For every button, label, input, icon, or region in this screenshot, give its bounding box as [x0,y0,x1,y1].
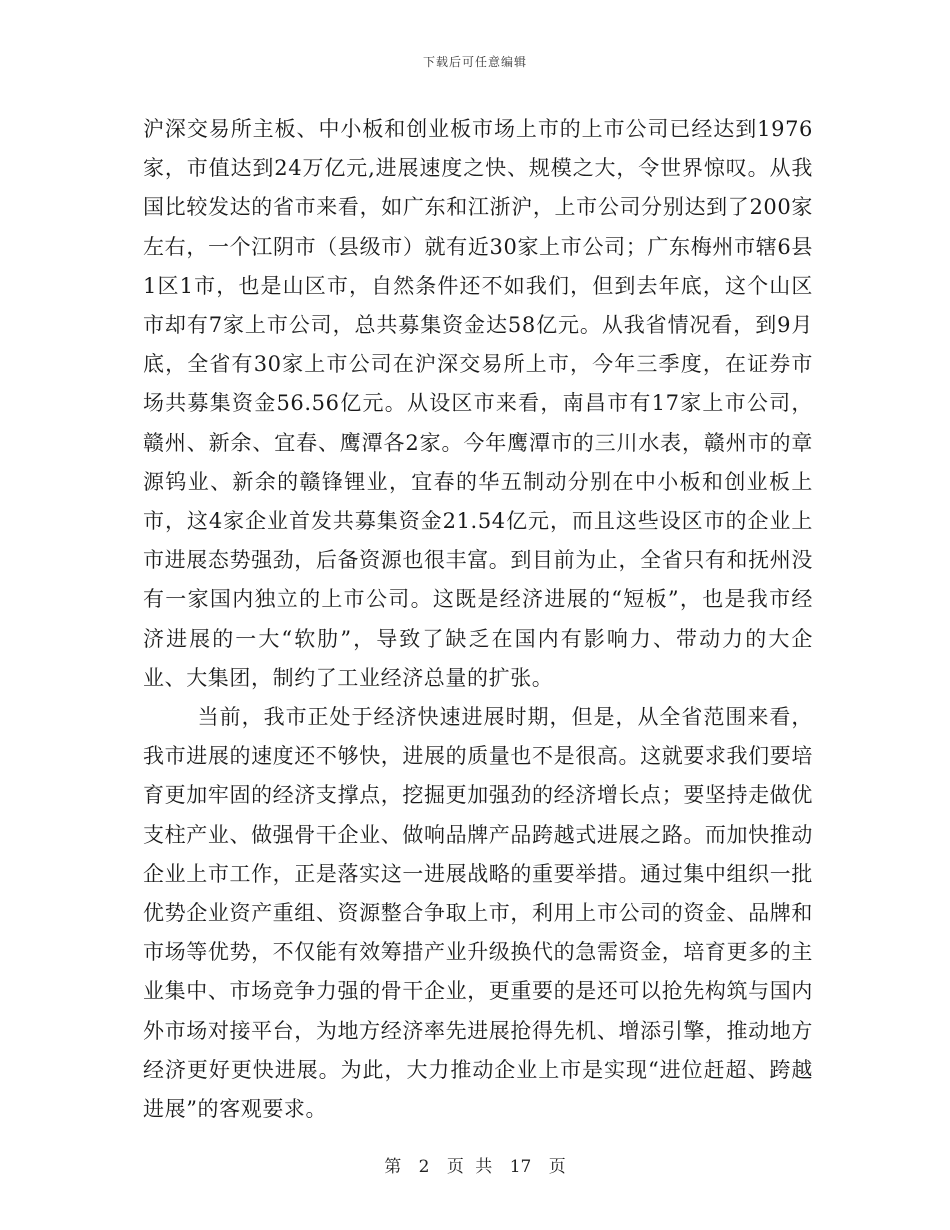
total-page-count: 17 [509,1157,532,1177]
paragraph-continued: 沪深交易所主板、中小板和创业板市场上市的上市公司已经达到1976家，市值达到24万亿元,进展速度之快、规模之大，令世界惊叹。从我国比较发达的省市来看，如广东和江浙沪，上市公司分别达到了200家左右，一个江阴市（县级市）就有近30家上市公司；广东梅州市辖6县1区1市，也是山区市，自然条件还不如我们，但到去年底，这个山区市却有7家上市公司，总共募集资金达58亿元。从我省情况看，到9月底，全省有30家上市公司在沪深交易所上市，今年三季度，在证券市场共募集资金56.56亿元。从设区市来看，南昌市有17家上市公司，赣州、新余、宜春、鹰潭各2家。今年鹰潭市的三川水表，赣州市的章源钨业、新余的赣锋锂业，宜春的华五制动分别在中小板和创业板上市，这4家企业首发共募集资金21.54亿元，而且这些设区市的企业上市进展态势强劲，后备资源也很丰富。到目前为止，全省只有和抚州没有一家国内独立的上市公司。这既是经济进展的“短板”，也是我市经济进展的一大“软肋”，导致了缺乏在国内有影响力、带动力的大企业、大集团，制约了工业经济总量的扩张。 [143,117,813,690]
paragraph: 当前，我市正处于经济快速进展时期，但是，从全省范围来看，我市进展的速度还不够快，进展的质量也不是很高。这就要求我们要培育更加牢固的经济支撑点，挖掘更加强劲的经济增长点；要坚持走做优支柱产业、做强骨干企业、做响品牌产品跨越式进展之路。而加快推动企业上市工作，正是落实这一进展战略的重要举措。通过集中组织一批优势企业资产重组、资源整合争取上市，利用上市公司的资金、品牌和市场等优势，不仅能有效筹措产业升级换代的急需资金，培育更多的主业集中、市场竞争力强的骨干企业，更重要的是还可以抢先构筑与国内外市场对接平台，为地方经济率先进展抢得先机、增添引擎，推动地方经济更好更快进展。为此，大力推动企业上市是实现“进位赶超、跨越进展”的客观要求。 [143,705,813,1122]
document-body [143,110,813,1129]
footer-prefix: 第 [384,1157,402,1177]
current-page-number: 2 [418,1157,430,1177]
page-header: 下载后可任意编辑 [422,55,527,69]
footer-middle: 页 共 [446,1157,493,1177]
page-number-footer [0,1152,950,1177]
footer-suffix: 页 [548,1157,566,1177]
